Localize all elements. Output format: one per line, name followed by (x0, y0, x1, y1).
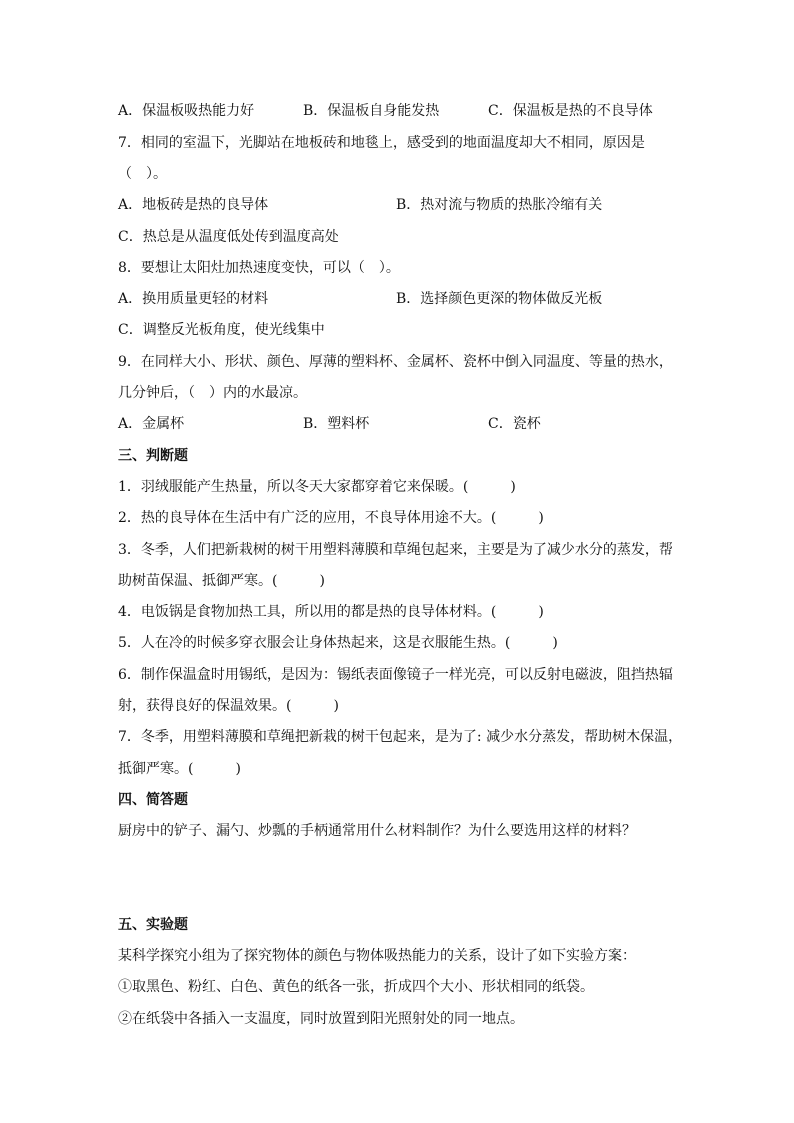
q7-stem-line-2: （ ）。 (118, 166, 167, 182)
section5-step-1: ①取黑色、粉红、白色、黄色的纸各一张，折成四个大小、形状相同的纸袋。 (118, 979, 594, 995)
judge-line: 抵御严寒。( ) (118, 761, 241, 777)
judge-line: 7．冬季，用塑料薄膜和草绳把新栽的树干包起来，是为了: 减少水分蒸发，帮助树木保温， (118, 729, 683, 745)
judge-line: 射，获得良好的保温效果。( ) (118, 698, 339, 714)
q6-option-c: C．保温板是热的不良导体 (488, 103, 653, 119)
q9-stem-line-1: 9．在同样大小、形状、颜色、厚薄的塑料杯、金属杯、瓷杯中倒入同温度、等量的热水， (118, 354, 673, 370)
section3-title: 三、判断题 (118, 448, 188, 464)
judge-line: 6．制作保温盒时用锡纸，是因为：锡纸表面像镜子一样光亮，可以反射电磁波，阻挡热辐 (118, 667, 673, 683)
q9-stem-line-2: 几分钟后，（ ）内的水最凉。 (118, 385, 307, 401)
q8-stem: 8．要想让太阳灶加热速度变快，可以（ ）。 (118, 260, 400, 276)
q7-option-a: A．地板砖是热的良导体 (118, 197, 269, 213)
section5-title: 五、实验题 (118, 917, 188, 933)
q9-option-b: B．塑料杯 (303, 416, 370, 432)
judge-line: 2．热的良导体在生活中有广泛的应用，不良导体用途不大。( ) (118, 510, 544, 526)
q9-option-a: A．金属杯 (118, 416, 185, 432)
q7-option-c: C．热总是从温度低处传到温度高处 (118, 229, 339, 245)
section5-step-2: ②在纸袋中各插入一支温度，同时放置到阳光照射处的同一地点。 (118, 1011, 524, 1027)
judge-line: 3．冬季，人们把新栽树的树干用塑料薄膜和草绳包起来，主要是为了减少水分的蒸发，帮 (118, 542, 673, 558)
q7-option-b: B．热对流与物质的热胀冷缩有关 (396, 197, 603, 213)
section4-question: 厨房中的铲子、漏勺、炒瓢的手柄通常用什么材料制作？为什么要选用这样的材料？ (118, 823, 636, 839)
q9-option-c: C．瓷杯 (488, 416, 541, 432)
judge-line: 1．羽绒服能产生热量，所以冬天大家都穿着它来保暖。( ) (118, 479, 516, 495)
section4-title: 四、简答题 (118, 792, 188, 808)
section5-intro: 某科学探究小组为了探究物体的颜色与物体吸热能力的关系，设计了如下实验方案： (118, 948, 636, 964)
judge-line: 4．电饭锅是食物加热工具，所以用的都是热的良导体材料。( ) (118, 604, 544, 620)
q8-option-b: B．选择颜色更深的物体做反光板 (396, 291, 603, 307)
q7-stem-line-1: 7．相同的室温下，光脚站在地板砖和地毯上，感受到的地面温度却大不相同，原因是 (118, 135, 645, 151)
judge-line: 助树苗保温、抵御严寒。( ) (118, 573, 325, 589)
judge-line: 5．人在冷的时候多穿衣服会让身体热起来，这是衣服能生热。( ) (118, 635, 558, 651)
q8-option-c: C．调整反光板角度，使光线集中 (118, 322, 325, 338)
q6-option-a: A．保温板吸热能力好 (118, 103, 255, 119)
q8-option-a: A．换用质量更轻的材料 (118, 291, 269, 307)
q6-option-b: B．保温板自身能发热 (303, 103, 440, 119)
